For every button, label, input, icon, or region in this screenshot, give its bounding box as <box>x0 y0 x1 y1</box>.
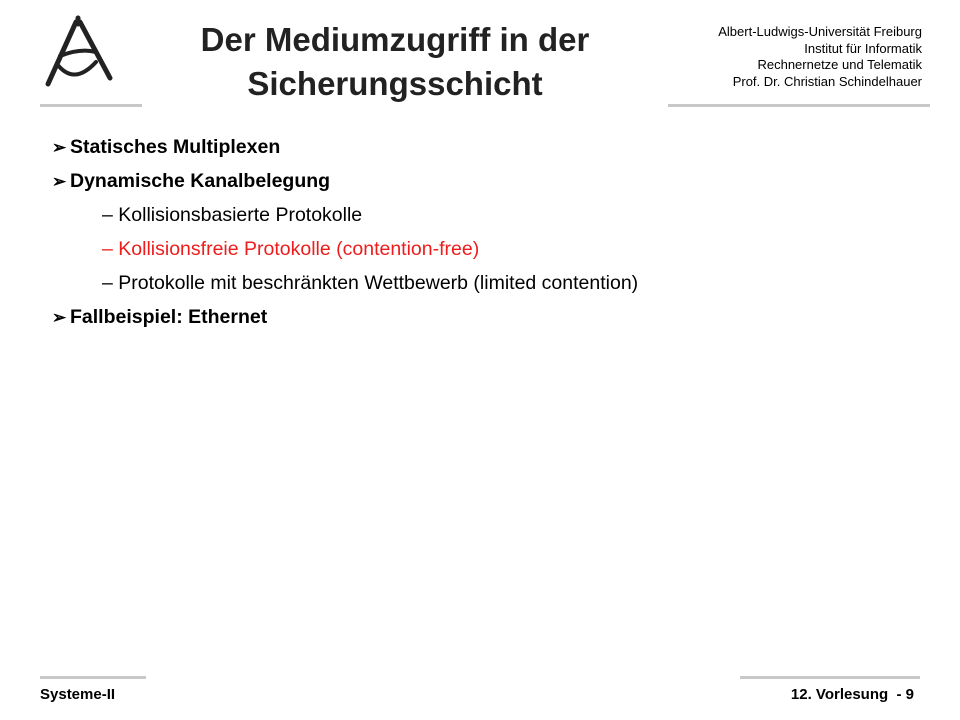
affiliation-line: Prof. Dr. Christian Schindelhauer <box>732 73 922 89</box>
bullet-arrow-icon: ➢ <box>52 172 67 191</box>
bullet-text: Fallbeispiel: Ethernet <box>70 306 268 328</box>
bullet-item <box>52 300 912 334</box>
affiliation-block <box>642 24 922 90</box>
university-logo-icon <box>40 14 116 90</box>
sub-bullet-item <box>52 198 912 232</box>
sub-bullet-item-highlighted <box>52 232 912 266</box>
footer-right-rule <box>740 676 920 679</box>
sub-bullet-text: Kollisionsbasierte Protokolle <box>118 204 363 226</box>
sub-bullet-dash: – <box>102 272 113 294</box>
bullet-item <box>52 130 912 164</box>
sub-bullet-item <box>52 266 912 300</box>
affiliation-line: Albert-Ludwigs-Universität Freiburg <box>718 24 922 39</box>
bullet-text: Dynamische Kanalbelegung <box>70 170 331 192</box>
affiliation-line: Rechnernetze und Telematik <box>757 57 922 72</box>
sub-bullet-dash: – <box>102 204 113 226</box>
bullet-arrow-icon: ➢ <box>52 308 67 327</box>
slide-title-line: Sicherungsschicht <box>247 65 543 102</box>
slide-title <box>150 18 640 106</box>
sub-bullet-text: Kollisionsfreie Protokolle (contention-free) <box>118 238 480 260</box>
sub-bullet-text: Protokolle mit beschränkten Wettbewerb (limited contention) <box>118 272 639 294</box>
sub-bullet-dash: – <box>102 238 113 260</box>
bullet-item <box>52 164 912 198</box>
header-right-rule <box>668 104 930 107</box>
affiliation-line: Institut für Informatik <box>804 40 922 56</box>
footer-left-rule <box>40 676 146 679</box>
footer-page-number: 12. Vorlesung - 9 <box>790 686 914 703</box>
bullet-text: Statisches Multiplexen <box>70 136 281 158</box>
slide-title-line: Der Mediumzugriff in der <box>200 21 590 58</box>
slide-content <box>52 130 912 334</box>
header-left-rule <box>40 104 142 107</box>
bullet-arrow-icon: ➢ <box>52 138 67 157</box>
footer-course-name: Systeme-II <box>40 686 116 703</box>
